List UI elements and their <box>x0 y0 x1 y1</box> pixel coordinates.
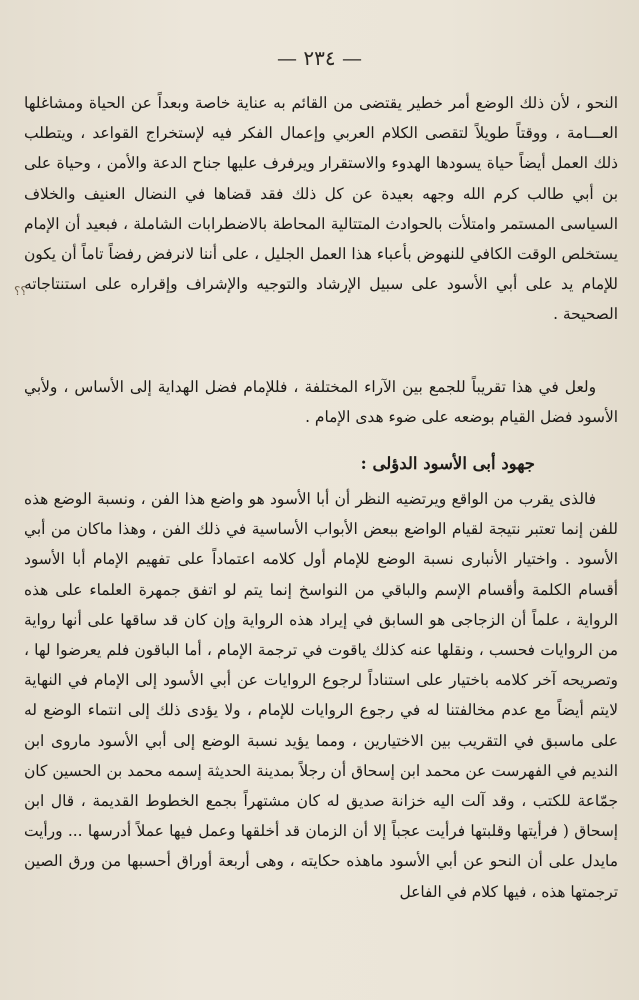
paragraph-2: ولعل في هذا تقريباً للجمع بين الآراء المختلفة ، فللإمام فضل الهداية إلى الأساس ، ولأبي الأسود فضل القيام بوضعه على ضوء هدى الإمام . <box>24 378 618 427</box>
section-heading: جهود أبى الأسود الدؤلى : <box>360 454 535 473</box>
page-number: — ٢٣٤ — <box>277 46 362 70</box>
margin-annotation: ؟؟ <box>14 284 27 298</box>
paragraph-3: فالذى يقرب من الواقع ويرتضيه النظر أن أبا الأسود هو واضع هذا الفن ، ونسبة الوضع هذه للفن إنما تعتبر نتيجة لقيام الواضع ببعض الأبواب الأساسية في ذلك الفن ، وهذا ماكان من أبي الأسود . واختيار الأنبارى نسبة الوضع للإمام أول كلامه اعتماداً على تفهيم الإمام أبا الأسود أقسام الكلمة وأقسام الإسم والباقي من النواسخ إنما يتم لو اتفق جمهرة العلماء على هذه الرواية ، علماً أن الزجاجى هو السابق في إيراد هذه الرواية وإن كان قد ساقها على أنها رواية من الروايات فحسب ، ونقلها عنه كذلك ياقوت في ترجمة الإمام ، أما الباقون فلم يعرضوا لها ، وتصريحه آخر كلامه باختيار على استناداً لرجوع الروايات عن أبي الأسود إلى الإمام في النهاية لايتم أيضاً مع عدم مخالفتنا له في رجوع الروايات للإمام ، ولا يؤدى ذلك إلى انتماء الوضع له على ماسبق في التقريب بين الاختيارين ، ومما يؤيد نسبة الوضع إلى أبي الأسود ماروى ابن النديم في الفهرست عن محمد ابن إسحاق أن رجلاً بمدينة الحديثة إسمه محمد بن الحسين كان جمّاعة للكتب ، وقد آلت اليه خزانة صديق له كان مشتهراً بجمع الخطوط القديمة ، قال ابن إسحاق ( فرأيتها وقلبتها فرأيت عجباً إلا أن الزمان قد أخلقها وعمل فيها عملاً أدرسها ... ورأيت مايدل على أن النحو عن أبي الأسود ماهذه حكايته ، وهى أربعة أوراق أحسبها من ورق الصين ترجمتها هذه ، فيها كلام في الفاعل <box>24 490 618 901</box>
paragraph-1: النحو ، لأن ذلك الوضع أمر خطير يقتضى من القائم به عناية خاصة وبعداً عن الحياة ومشاغلها العـــامة ، ووقتاً طويلاً لتقصى الكلام العربي وإعمال الفكر فيه لإستخراج القواعد ، ويتطلب ذلك العمل أيضاً حياة يسودها الهدوء والاستقرار ويرفرف عليها جناح الدعة والأمن ، وحياة على بن أبي طالب كرم الله وجهه بعيدة عن كل ذلك فقد قضاها في النضال العنيف والخلاف السياسى المستمر وامتلأت بالحوادث المتتالية المحاطة بالاضطرابات الشاملة ، فبعيد أن الإمام يستخلص الوقت الكافي للنهوض بأعباء هذا العمل الجليل ، على أننا لانرفض رفضاً تاماً أن يكون للإمام يد على أبي الأسود على سبيل الإرشاد والتوجيه والإشراف وإقراره على استنتاجاته الصحيحة . <box>24 94 618 324</box>
